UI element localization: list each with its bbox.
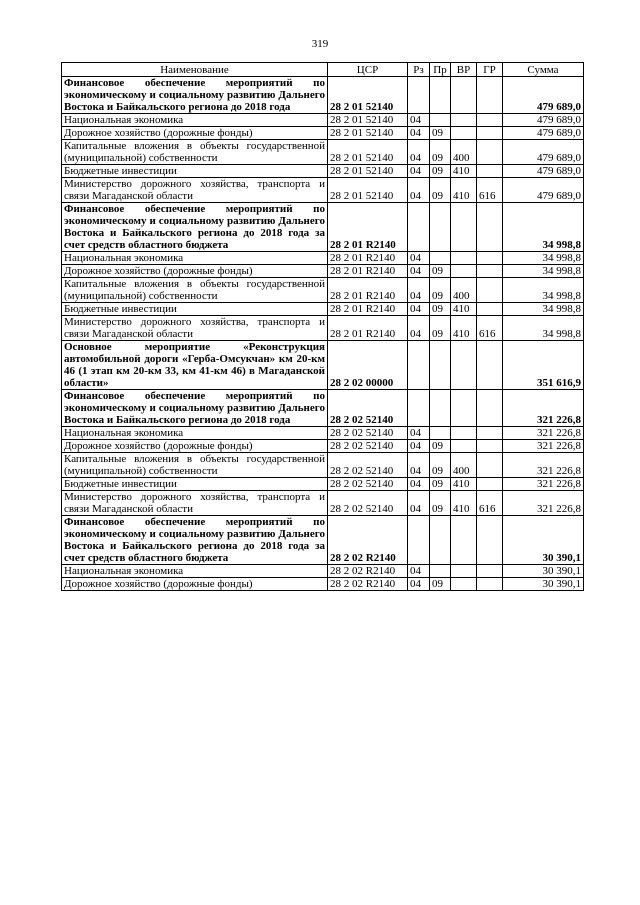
cell-sum: 321 226,8 bbox=[503, 491, 584, 516]
cell-sum: 34 998,8 bbox=[503, 303, 584, 316]
cell-pr: 09 bbox=[430, 278, 451, 303]
cell-csr: 28 2 01 R2140 bbox=[328, 316, 408, 341]
cell-csr: 28 2 01 52140 bbox=[328, 178, 408, 203]
cell-gr: 616 bbox=[477, 178, 503, 203]
cell-gr bbox=[477, 252, 503, 265]
table-row bbox=[62, 278, 584, 303]
cell-name: Национальная экономика bbox=[62, 252, 328, 265]
cell-vr: 410 bbox=[451, 478, 477, 491]
cell-pr: 09 bbox=[430, 140, 451, 165]
table-row bbox=[62, 114, 584, 127]
cell-pr: 09 bbox=[430, 127, 451, 140]
page-number: 319 bbox=[311, 38, 329, 50]
cell-pr: 09 bbox=[430, 303, 451, 316]
cell-rz bbox=[408, 516, 430, 565]
table-row bbox=[62, 77, 584, 114]
cell-name: Дорожное хозяйство (дорожные фонды) bbox=[62, 127, 328, 140]
header-gr: ГР bbox=[477, 63, 503, 77]
cell-vr bbox=[451, 565, 477, 578]
cell-vr: 410 bbox=[451, 178, 477, 203]
cell-csr: 28 2 01 R2140 bbox=[328, 278, 408, 303]
cell-sum: 321 226,8 bbox=[503, 440, 584, 453]
cell-rz: 04 bbox=[408, 453, 430, 478]
cell-name: Капитальные вложения в объекты государственной (муниципальной) собственности bbox=[62, 140, 328, 165]
cell-name: Национальная экономика bbox=[62, 565, 328, 578]
cell-csr: 28 2 01 52140 bbox=[328, 127, 408, 140]
cell-sum: 479 689,0 bbox=[503, 127, 584, 140]
cell-csr: 28 2 01 R2140 bbox=[328, 203, 408, 252]
cell-vr bbox=[451, 427, 477, 440]
cell-rz: 04 bbox=[408, 265, 430, 278]
cell-csr: 28 2 01 52140 bbox=[328, 114, 408, 127]
cell-pr: 09 bbox=[430, 453, 451, 478]
cell-gr bbox=[477, 341, 503, 390]
cell-sum: 34 998,8 bbox=[503, 252, 584, 265]
table-row bbox=[62, 478, 584, 491]
cell-rz: 04 bbox=[408, 303, 430, 316]
cell-sum: 321 226,8 bbox=[503, 478, 584, 491]
cell-gr: 616 bbox=[477, 316, 503, 341]
cell-gr bbox=[477, 390, 503, 427]
cell-vr bbox=[451, 390, 477, 427]
cell-vr bbox=[451, 114, 477, 127]
cell-vr bbox=[451, 578, 477, 591]
cell-gr bbox=[477, 578, 503, 591]
header-rz: Рз bbox=[408, 63, 430, 77]
cell-vr: 400 bbox=[451, 453, 477, 478]
cell-sum: 479 689,0 bbox=[503, 165, 584, 178]
cell-rz: 04 bbox=[408, 252, 430, 265]
cell-rz: 04 bbox=[408, 427, 430, 440]
cell-sum: 34 998,8 bbox=[503, 265, 584, 278]
table-row bbox=[62, 127, 584, 140]
cell-rz: 04 bbox=[408, 127, 430, 140]
cell-rz: 04 bbox=[408, 565, 430, 578]
cell-gr bbox=[477, 565, 503, 578]
cell-csr: 28 2 01 52140 bbox=[328, 140, 408, 165]
table-row bbox=[62, 453, 584, 478]
cell-rz: 04 bbox=[408, 440, 430, 453]
cell-pr: 09 bbox=[430, 165, 451, 178]
table-row bbox=[62, 578, 584, 591]
cell-rz: 04 bbox=[408, 140, 430, 165]
cell-gr bbox=[477, 165, 503, 178]
cell-gr bbox=[477, 140, 503, 165]
cell-pr: 09 bbox=[430, 265, 451, 278]
cell-pr bbox=[430, 427, 451, 440]
cell-rz bbox=[408, 203, 430, 252]
cell-csr: 28 2 02 R2140 bbox=[328, 516, 408, 565]
cell-rz: 04 bbox=[408, 491, 430, 516]
cell-csr: 28 2 01 52140 bbox=[328, 165, 408, 178]
cell-name: Финансовое обеспечение мероприятий по экономическому и социальному развитию Дальнего Востока и Байкальского региона до 2018 года bbox=[62, 390, 328, 427]
cell-rz: 04 bbox=[408, 114, 430, 127]
header-pr: Пр bbox=[430, 63, 451, 77]
cell-name: Министерство дорожного хозяйства, транспорта и связи Магаданской области bbox=[62, 316, 328, 341]
cell-sum: 321 226,8 bbox=[503, 453, 584, 478]
table-row bbox=[62, 140, 584, 165]
cell-pr bbox=[430, 516, 451, 565]
cell-csr: 28 2 02 R2140 bbox=[328, 578, 408, 591]
cell-name: Финансовое обеспечение мероприятий по экономическому и социальному развитию Дальнего Востока и Байкальского региона до 2018 года за счет средств областного бюджета bbox=[62, 516, 328, 565]
table-row bbox=[62, 265, 584, 278]
cell-pr: 09 bbox=[430, 316, 451, 341]
cell-name: Министерство дорожного хозяйства, транспорта и связи Магаданской области bbox=[62, 491, 328, 516]
cell-name: Дорожное хозяйство (дорожные фонды) bbox=[62, 265, 328, 278]
cell-csr: 28 2 01 52140 bbox=[328, 77, 408, 114]
cell-vr bbox=[451, 516, 477, 565]
cell-gr bbox=[477, 516, 503, 565]
cell-name: Национальная экономика bbox=[62, 427, 328, 440]
table-row bbox=[62, 203, 584, 252]
cell-gr bbox=[477, 114, 503, 127]
cell-pr bbox=[430, 203, 451, 252]
cell-pr: 09 bbox=[430, 578, 451, 591]
header-vr: ВР bbox=[451, 63, 477, 77]
cell-pr bbox=[430, 390, 451, 427]
cell-name: Бюджетные инвестиции bbox=[62, 303, 328, 316]
cell-vr bbox=[451, 127, 477, 140]
header-csr: ЦСР bbox=[328, 63, 408, 77]
table-row bbox=[62, 427, 584, 440]
cell-gr bbox=[477, 203, 503, 252]
table-row bbox=[62, 341, 584, 390]
cell-pr bbox=[430, 114, 451, 127]
cell-pr bbox=[430, 341, 451, 390]
cell-sum: 321 226,8 bbox=[503, 390, 584, 427]
cell-gr bbox=[477, 127, 503, 140]
cell-sum: 351 616,9 bbox=[503, 341, 584, 390]
table-header-row bbox=[62, 63, 584, 77]
cell-vr bbox=[451, 440, 477, 453]
cell-sum: 30 390,1 bbox=[503, 516, 584, 565]
budget-table bbox=[61, 62, 584, 591]
cell-csr: 28 2 02 52140 bbox=[328, 427, 408, 440]
cell-pr: 09 bbox=[430, 478, 451, 491]
cell-name: Дорожное хозяйство (дорожные фонды) bbox=[62, 578, 328, 591]
cell-vr bbox=[451, 77, 477, 114]
cell-name: Капитальные вложения в объекты государственной (муниципальной) собственности bbox=[62, 453, 328, 478]
cell-name: Основное мероприятие «Реконструкция автомобильной дороги «Герба-Омсукчан» км 20-км 46 (1 этап км 20-км 33, км 41-км 46) в Магаданской области» bbox=[62, 341, 328, 390]
cell-name: Министерство дорожного хозяйства, транспорта и связи Магаданской области bbox=[62, 178, 328, 203]
cell-gr bbox=[477, 453, 503, 478]
header-sum: Сумма bbox=[503, 63, 584, 77]
cell-pr bbox=[430, 77, 451, 114]
cell-csr: 28 2 02 52140 bbox=[328, 453, 408, 478]
cell-sum: 34 998,8 bbox=[503, 316, 584, 341]
cell-rz: 04 bbox=[408, 478, 430, 491]
cell-gr bbox=[477, 278, 503, 303]
cell-rz: 04 bbox=[408, 316, 430, 341]
cell-sum: 479 689,0 bbox=[503, 114, 584, 127]
cell-pr: 09 bbox=[430, 491, 451, 516]
cell-sum: 479 689,0 bbox=[503, 77, 584, 114]
cell-vr: 400 bbox=[451, 278, 477, 303]
cell-name: Капитальные вложения в объекты государственной (муниципальной) собственности bbox=[62, 278, 328, 303]
cell-sum: 34 998,8 bbox=[503, 278, 584, 303]
cell-csr: 28 2 02 00000 bbox=[328, 341, 408, 390]
table-row bbox=[62, 303, 584, 316]
cell-name: Финансовое обеспечение мероприятий по экономическому и социальному развитию Дальнего Востока и Байкальского региона до 2018 года bbox=[62, 77, 328, 114]
table-row bbox=[62, 316, 584, 341]
cell-csr: 28 2 01 R2140 bbox=[328, 303, 408, 316]
cell-name: Национальная экономика bbox=[62, 114, 328, 127]
cell-csr: 28 2 02 52140 bbox=[328, 440, 408, 453]
cell-vr: 400 bbox=[451, 140, 477, 165]
cell-vr: 410 bbox=[451, 491, 477, 516]
table-row bbox=[62, 491, 584, 516]
table-body bbox=[62, 77, 584, 591]
table-row bbox=[62, 565, 584, 578]
cell-pr: 09 bbox=[430, 178, 451, 203]
table-row bbox=[62, 252, 584, 265]
table-row bbox=[62, 165, 584, 178]
cell-csr: 28 2 01 R2140 bbox=[328, 252, 408, 265]
cell-pr: 09 bbox=[430, 440, 451, 453]
cell-csr: 28 2 02 52140 bbox=[328, 390, 408, 427]
header-name: Наименование bbox=[62, 63, 328, 77]
table-row bbox=[62, 516, 584, 565]
cell-sum: 321 226,8 bbox=[503, 427, 584, 440]
cell-vr bbox=[451, 265, 477, 278]
cell-name: Бюджетные инвестиции bbox=[62, 165, 328, 178]
cell-sum: 479 689,0 bbox=[503, 178, 584, 203]
cell-pr bbox=[430, 252, 451, 265]
cell-vr: 410 bbox=[451, 316, 477, 341]
cell-rz bbox=[408, 341, 430, 390]
cell-vr: 410 bbox=[451, 165, 477, 178]
cell-rz: 04 bbox=[408, 165, 430, 178]
table-row bbox=[62, 178, 584, 203]
cell-csr: 28 2 01 R2140 bbox=[328, 265, 408, 278]
cell-rz bbox=[408, 77, 430, 114]
cell-gr bbox=[477, 440, 503, 453]
cell-gr bbox=[477, 265, 503, 278]
cell-rz: 04 bbox=[408, 178, 430, 203]
cell-vr: 410 bbox=[451, 303, 477, 316]
cell-gr bbox=[477, 77, 503, 114]
cell-gr bbox=[477, 303, 503, 316]
cell-sum: 30 390,1 bbox=[503, 565, 584, 578]
cell-csr: 28 2 02 52140 bbox=[328, 491, 408, 516]
cell-vr bbox=[451, 252, 477, 265]
cell-rz: 04 bbox=[408, 578, 430, 591]
cell-rz: 04 bbox=[408, 278, 430, 303]
cell-gr bbox=[477, 427, 503, 440]
cell-sum: 479 689,0 bbox=[503, 140, 584, 165]
cell-sum: 30 390,1 bbox=[503, 578, 584, 591]
cell-csr: 28 2 02 52140 bbox=[328, 478, 408, 491]
cell-name: Финансовое обеспечение мероприятий по экономическому и социальному развитию Дальнего Востока и Байкальского региона до 2018 года за счет средств областного бюджета bbox=[62, 203, 328, 252]
cell-csr: 28 2 02 R2140 bbox=[328, 565, 408, 578]
cell-pr bbox=[430, 565, 451, 578]
cell-vr bbox=[451, 203, 477, 252]
cell-name: Бюджетные инвестиции bbox=[62, 478, 328, 491]
cell-gr: 616 bbox=[477, 491, 503, 516]
cell-name: Дорожное хозяйство (дорожные фонды) bbox=[62, 440, 328, 453]
cell-sum: 34 998,8 bbox=[503, 203, 584, 252]
table-row bbox=[62, 440, 584, 453]
cell-vr bbox=[451, 341, 477, 390]
cell-rz bbox=[408, 390, 430, 427]
cell-gr bbox=[477, 478, 503, 491]
table-row bbox=[62, 390, 584, 427]
